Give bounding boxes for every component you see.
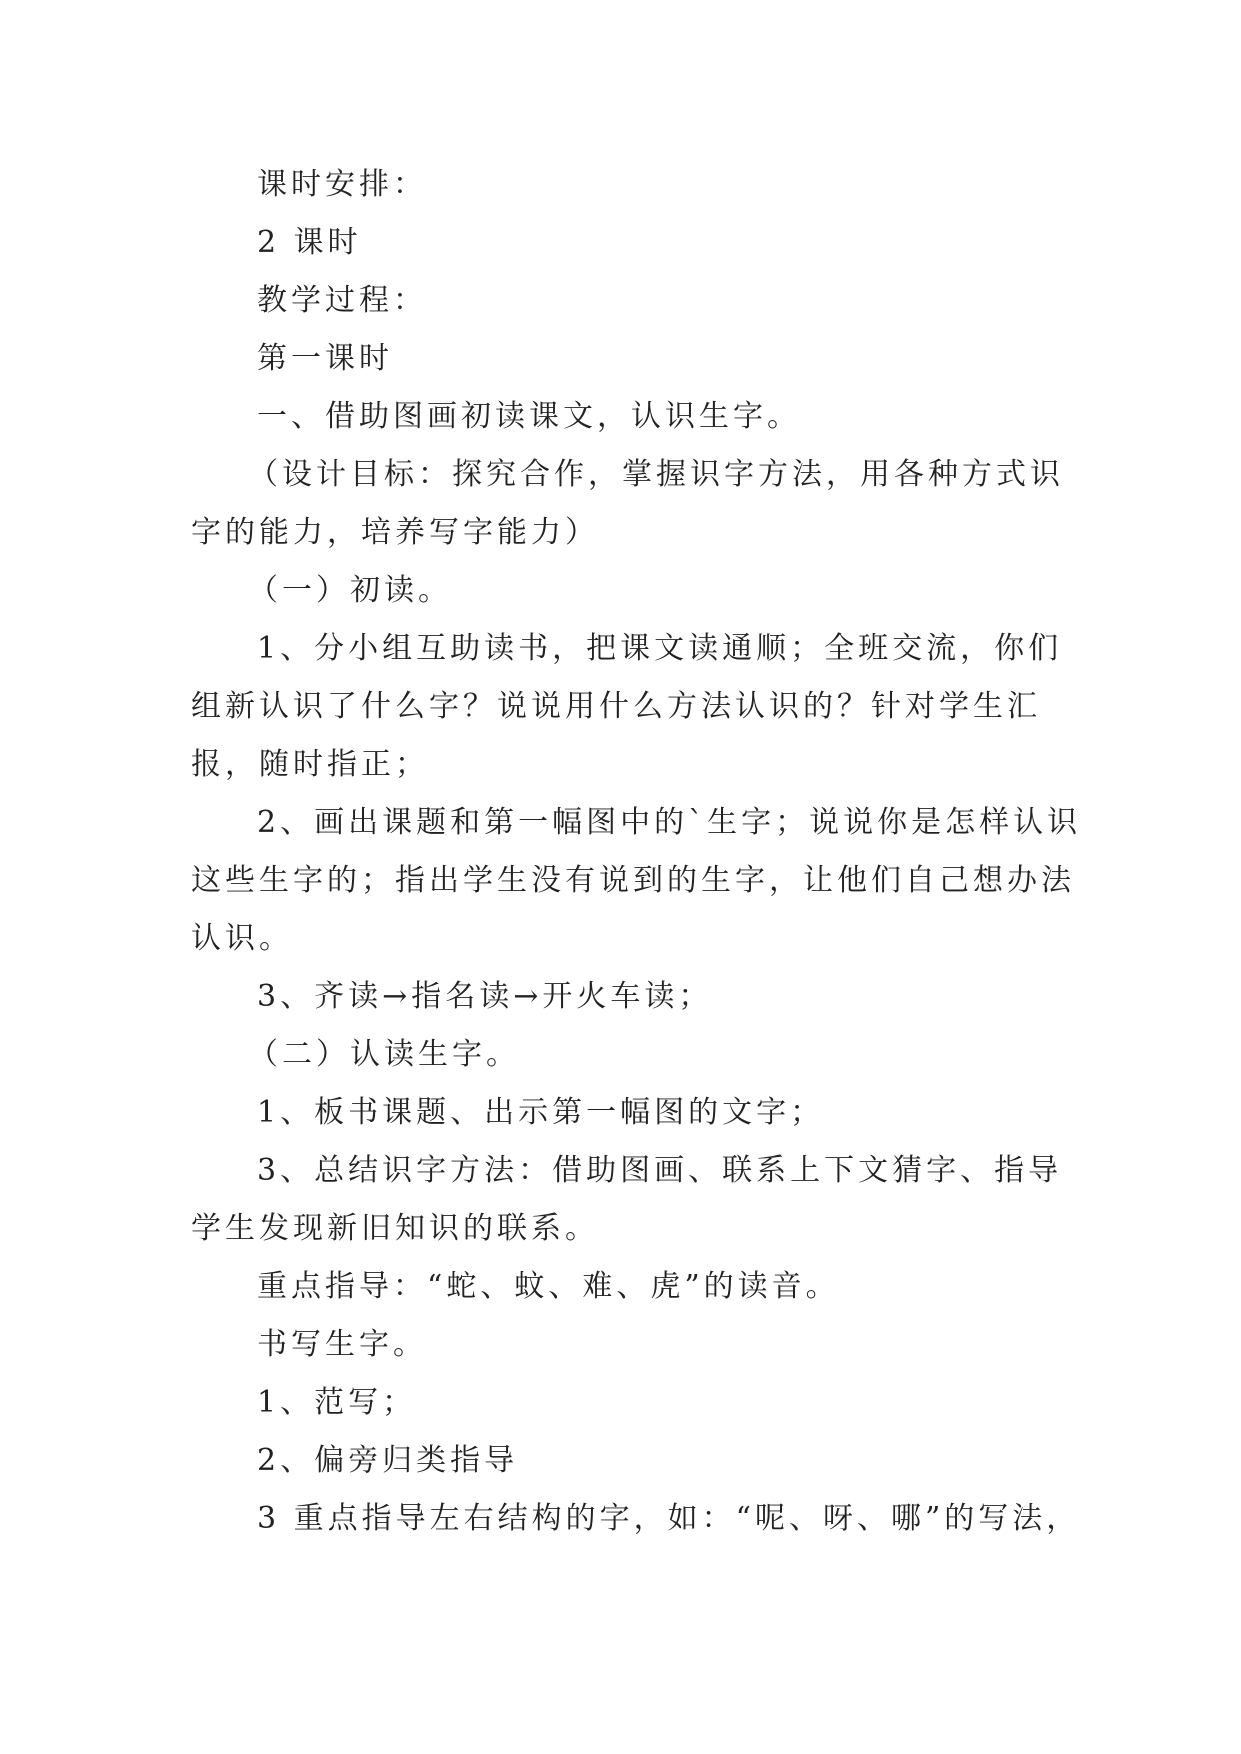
text-line: 字的能力，培养写字能力） [191,515,599,550]
text-line: 1、分小组互助读书，把课文读通顺；全班交流，你们 [257,631,1063,666]
text-line: 认识。 [191,921,293,956]
text-line: 报，随时指正； [191,747,429,782]
text-line: （一）初读。 [248,573,452,608]
text-line: 2 课时 [257,225,362,260]
text-line: 3、总结识字方法：借助图画、联系上下文猜字、指导 [257,1153,1063,1188]
text-line: 3、齐读→指名读→开火车读； [257,979,713,1014]
text-line: 第一课时 [257,341,393,376]
text-line: 书写生字。 [257,1327,427,1362]
text-line: （二）认读生字。 [248,1037,520,1072]
text-line: （设计目标：探究合作，掌握识字方法，用各种方式识 [248,457,1064,492]
text-line: 3 重点指导左右结构的字，如：“呢、呀、哪”的写法， [257,1501,1081,1536]
text-line: 课时安排： [257,167,427,202]
text-line: 重点指导：“蛇、蚊、难、虎”的读音。 [257,1269,840,1304]
text-line: 组新认识了什么字？说说用什么方法认识的？针对学生汇 [191,689,1041,724]
text-line: 这些生字的；指出学生没有说到的生字，让他们自己想办法 [191,863,1075,898]
text-line: 一、借助图画初读课文，认识生字。 [257,399,801,434]
text-line: 学生发现新旧知识的联系。 [191,1211,599,1246]
text-line: 1、板书课题、出示第一幅图的文字； [257,1095,825,1130]
text-line: 教学过程： [257,283,427,318]
text-line: 1、范写； [257,1385,417,1420]
text-line: 2、画出课题和第一幅图中的`生字；说说你是怎样认识 [257,805,1082,840]
text-line: 2、偏旁归类指导 [257,1443,519,1478]
